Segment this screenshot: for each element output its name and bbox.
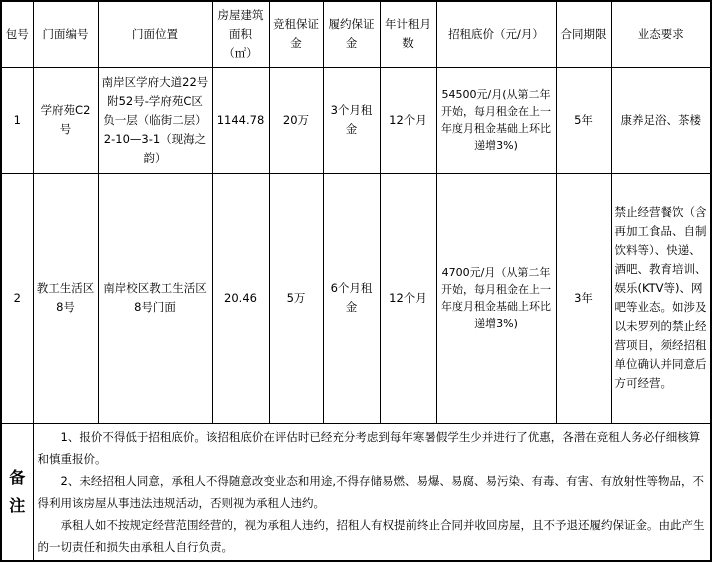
cell-base-price: 54500元/月(从第二年开始，每月租金在上一年度月租金基础上环比递增3%): [436, 67, 556, 173]
cell-requirement: 康养足浴、茶楼: [611, 67, 711, 173]
cell-months: 12个月: [380, 67, 436, 173]
cell-perf-deposit: 6个月租金: [323, 173, 380, 423]
note-item: 承租人如不按规定经营范围经营的，视为承租人违约，招租人有权提前终止合同并收回房屋，且不予退还履约保证金。由此产生的一切责任和损失由承租人自行负责。: [37, 517, 705, 554]
note-item: 2、未经招租人同意，承租人不得随意改变业态和用途,不得存储易燃、易爆、易腐、易污染、有毒、有害、有放射性等物品，不得利用该房屋从事违法违规活动，否则视为承租人违约。: [37, 473, 704, 510]
cell-term: 3年: [556, 173, 611, 423]
cell-months: 12个月: [380, 173, 436, 423]
cell-area: 1144.78: [212, 67, 269, 173]
cell-pkg: 2: [1, 173, 33, 423]
notes-row: [1, 423, 711, 561]
header-base-price: 招租底价（元/月）: [436, 1, 556, 67]
header-months: 年计租月数: [380, 1, 436, 67]
cell-pkg: 1: [1, 67, 33, 173]
note-item: 1、报价不得低于招租底价。该招租底价在评估时已经充分考虑到每年寒暑假学生少并进行了优惠，各潜在竞租人务必仔细核算和慎重报价。: [37, 429, 701, 466]
cell-perf-deposit: 3个月租金: [323, 67, 380, 173]
header-term: 合同期限: [556, 1, 611, 67]
header-area: 房屋建筑面积（㎡）: [212, 1, 269, 67]
cell-area: 20.46: [212, 173, 269, 423]
header-code: 门面编号: [33, 1, 98, 67]
table-row: [1, 173, 711, 423]
cell-requirement: 禁止经营餐饮（含再加工食品、自制饮料等）、快递、酒吧、教育培训、娱乐(KTV等)、网吧等业态。如涉及以未罗列的禁止经营项目，须经招租单位确认并同意后方可经营。: [611, 173, 711, 423]
header-perf-deposit: 履约保证金: [323, 1, 380, 67]
cell-location: 南岸区学府大道22号附52号-学府苑C区负一层（临街二层）2-10—3-1（现海之韵）: [98, 67, 212, 173]
header-location: 门面位置: [98, 1, 212, 67]
notes-content: [33, 423, 711, 561]
cell-code: 学府苑C2号: [33, 67, 98, 173]
header-row: [1, 1, 711, 67]
cell-bid-deposit: 5万: [269, 173, 323, 423]
notes-label: 备注: [1, 423, 33, 561]
header-pkg: 包号: [1, 1, 33, 67]
table-row: [1, 67, 711, 173]
cell-bid-deposit: 20万: [269, 67, 323, 173]
cell-base-price: 4700元/月（从第二年开始，每月租金在上一年度月租金基础上环比递增3%): [436, 173, 556, 423]
cell-location: 南岸校区教工生活区8号门面: [98, 173, 212, 423]
cell-code: 教工生活区 8号: [33, 173, 98, 423]
header-bid-deposit: 竞租保证金: [269, 1, 323, 67]
cell-term: 5年: [556, 67, 611, 173]
header-requirement: 业态要求: [611, 1, 711, 67]
